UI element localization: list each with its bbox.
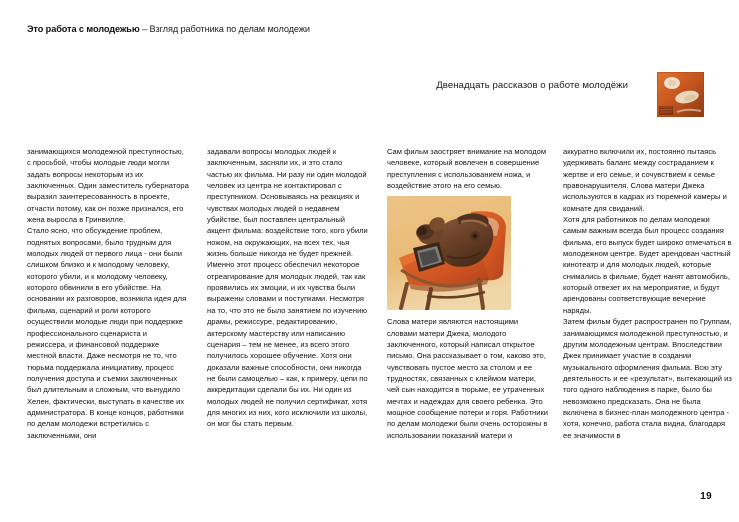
text-column-1 <box>27 146 189 441</box>
text-column-3 <box>387 146 549 441</box>
camera-on-chair-illustration <box>387 196 511 310</box>
header-thumbnail-image <box>657 72 704 117</box>
page-header-title-bold: Это работа с молодежью <box>27 24 140 34</box>
page-number: 19 <box>700 491 712 502</box>
text-column-4 <box>563 146 733 441</box>
page-header-title-rest: – Взгляд работника по делам молодежи <box>139 24 310 34</box>
column-2-body: задавали вопросы молодых людей к заключенным, засняли их, и это стало частью их фильма. Ни разу ни один молодой человек из центра не контактировал с преступником. Основываясь на реакциях и чувствах молодых людей о недавнем убийстве, был поставлен центральный акцент фильма: воздействие того, кого убили ножом, на окружающих, на всех тех, чья жизнь больше никогда не будет прежней. Именно этот процесс обеспечил некоторое отреагирование для молодых людей, так как проявились их эмоции, и их чувства были выражены словами и поступками. Несмотря на то, что это не было занятием по изучению драмы, режиссуре, редактированию, актерскому мастерству или написанию сценария – тем не менее, из всего этого получилось хорошее обучение. Хотя они доказали важные способности, они никогда не были самоцелью – как, к примеру, цепи по аккредитации сделали бы их. Ни один из молодых людей не получил сертификат, хотя для многих из них, кого исключили из школы, он мог бы стать первым. <box>207 147 368 429</box>
camera-illustration-graphic <box>387 196 511 310</box>
header-thumbnail-graphic <box>657 72 704 117</box>
column-3-body-top: Сам фильм заостряет внимание на молодом человеке, который вовлечен в совершение преступления с использованием ножа, и воздействие этого на его семью. <box>387 147 547 191</box>
text-column-2 <box>207 146 369 430</box>
subtitle-text: Двенадцать рассказов о работе молодёжи <box>436 80 628 91</box>
column-4-body: аккуратно включили их, постоянно пытаясь удерживать баланс между состраданием к жертве и его семье, и сочувствием к семье правонарушителя. Слова матери Джека используются в кадрах из тюремной камеры и комнате для свиданий. Хотя для работников по делам молодежи самым важным всегда был процесс создания фильма, его выпуск будет широко отмечаться в молодежном центре. Будет арендован частный кинотеатр и для молодых людей, которые снимались в фильме, будет нанят автомобиль, который отвезет их на мероприятие, и будут арендованы соответствующие вечерние наряды. Затем фильм будет распространен по Группам, занимающимся молодежной преступностью, и другим молодежным центрам. Впоследствии Джек принимает участие в создании музыкального оформления фильма. Всю эту деятельность и ее «результат», вытекающий из того одного наблюдения в парке, было бы невозможно предсказать. Она не была включена в бизнес-план молодежного центра - хотя, конечно, работа стала видна, благодаря ее значимости в <box>563 147 732 440</box>
column-1-body: занимающихся молодежной преступностью, с просьбой, чтобы молодые люди могли задать вопросы некоторым из их заключенных. Один заместитель губернатора выразил заинтересованность в проекте, отчасти потому, как он позже признался, его жена выросла в Гринвилле. Стало ясно, что обсуждение проблем, поднятых вопросами, было трудным для молодых людей от первого лица - они были слишком близко и к молодому человеку, которого убили, и к молодому человеку, которого обвинили в его убийстве. На основании их разговоров, возникла идея для фильма, сценарий и роли которого осуществили молодые люди при поддержке профессионального сценариста и режиссера, и финансовой поддержке местной власти. Даже несмотря не то, что тюрьма поддержала инициативу, процесс получения доступа и съемки заключенных был длительным и сложным, что вынудило Хелен, фактически, выступать в качестве их администратора. В конце концов, работники по делам молодежи встретились с заключенными, они <box>27 147 189 440</box>
page-header <box>27 24 627 35</box>
column-3-body-bottom: Слова матери являются настоящими словами матери Джека, молодого заключенного, который написал открытое письмо. Она рассказывает о том, каково это, чувствовать пустое место за столом и ее трудностях, связанных с клеймом матери, чей сын находится в тюрьме, ее утраченных мечтах и надеждах для своего ребенка. Это мощное сообщение потери и горя. Работники по делам молодежи были очень осторожны в использовании показаний матери и <box>387 317 549 440</box>
